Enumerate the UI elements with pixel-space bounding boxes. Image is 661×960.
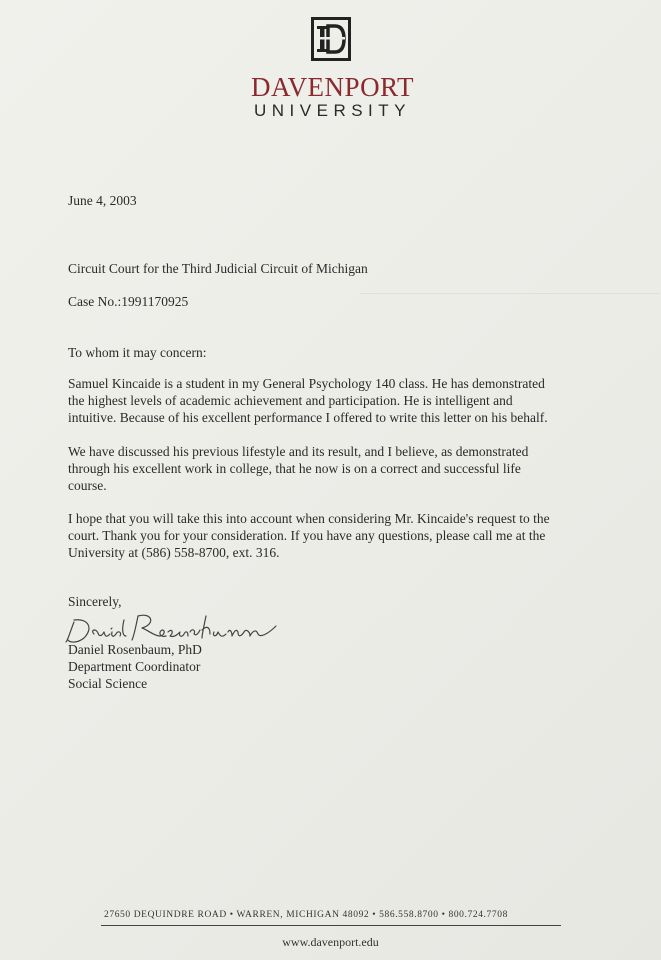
davenport-logo-icon bbox=[311, 17, 351, 61]
signer-title: Department Coordinator bbox=[68, 659, 201, 674]
paragraph-3-line: I hope that you will take this into account when considering Mr. Kincaide's request to the bbox=[68, 511, 550, 526]
paragraph-3-line: University at (586) 558-8700, ext. 316. bbox=[68, 545, 280, 560]
paragraph-1-line: intuitive. Because of his excellent performance I offered to write this letter on his behalf. bbox=[68, 410, 548, 425]
letter-date: June 4, 2003 bbox=[68, 193, 137, 208]
footer-address: 27650 DEQUINDRE ROAD • WARREN, MICHIGAN 48092 • 586.558.8700 • 800.724.7708 bbox=[104, 910, 508, 920]
salutation: To whom it may concern: bbox=[68, 345, 207, 360]
university-subtitle: UNIVERSITY bbox=[253, 101, 412, 120]
paragraph-1-line: Samuel Kincaide is a student in my General Psychology 140 class. He has demonstrated bbox=[68, 376, 545, 391]
university-name: DAVENPORT bbox=[251, 72, 414, 102]
signer-name: Daniel Rosenbaum, PhD bbox=[68, 642, 202, 657]
paragraph-2-line: through his excellent work in college, that he now is on a correct and successful life bbox=[68, 461, 521, 476]
recipient: Circuit Court for the Third Judicial Circuit of Michigan bbox=[68, 261, 368, 276]
case-number: Case No.:1991170925 bbox=[68, 294, 189, 309]
paragraph-2-line: course. bbox=[68, 478, 107, 493]
closing: Sincerely, bbox=[68, 594, 122, 609]
paragraph-3-line: court. Thank you for your consideration. If you have any questions, please call me at the bbox=[68, 528, 546, 543]
signer-department: Social Science bbox=[68, 676, 148, 691]
footer-divider bbox=[101, 925, 561, 926]
paragraph-2-line: We have discussed his previous lifestyle and its result, and I believe, as demonstrated bbox=[68, 444, 529, 459]
footer-website: www.davenport.edu bbox=[282, 935, 379, 949]
paper-fold bbox=[360, 293, 660, 294]
paragraph-1-line: the highest levels of academic achievement and participation. He is intelligent and bbox=[68, 393, 513, 408]
